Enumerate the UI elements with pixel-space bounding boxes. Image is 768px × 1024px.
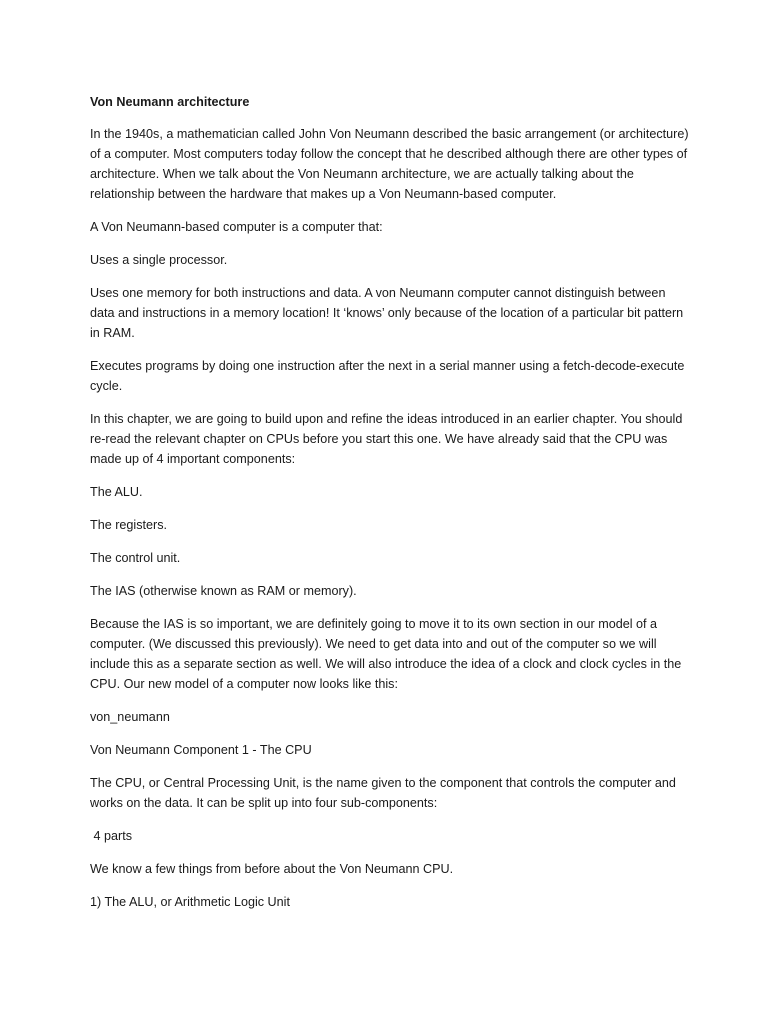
document-title: Von Neumann architecture	[90, 95, 250, 109]
paragraph-single-processor: Uses a single processor.	[90, 253, 228, 267]
image-placeholder-4-parts: 4 parts	[90, 829, 132, 843]
image-placeholder-von-neumann: von_neumann	[90, 710, 170, 724]
paragraph-cpu-known: We know a few things from before about the Von Neumann CPU.	[90, 862, 454, 876]
paragraph-fetch-decode-execute: Executes programs by doing one instruction after the next in a serial manner using a fetch-decode-execute cycle.	[90, 359, 685, 393]
paragraph-one-memory: Uses one memory for both instructions and data. A von Neumann computer cannot distinguish between data and instructions in a memory location! It ‘knows’ only because of the location of a particular bit pattern in RAM.	[90, 286, 684, 340]
paragraph-new-model: Because the IAS is so important, we are definitely going to move it to its own section in our model of a computer. (We discussed this previously). We need to get data into and out of the computer so we will include this as a separate section as well. We will also introduce the idea of a clock and clock cycles in the CPU. Our new model of a computer now looks like this:	[90, 617, 682, 691]
document-body	[90, 92, 690, 925]
paragraph-cpu-description: The CPU, or Central Processing Unit, is the name given to the component that controls the computer and works on the data. It can be split up into four sub-components:	[90, 776, 676, 810]
paragraph-ias: The IAS (otherwise known as RAM or memory).	[90, 584, 357, 598]
paragraph-control-unit: The control unit.	[90, 551, 181, 565]
paragraph-definition-lead: A Von Neumann-based computer is a computer that:	[90, 220, 383, 234]
paragraph-chapter-intro: In this chapter, we are going to build upon and refine the ideas introduced in an earlier chapter. You should re-read the relevant chapter on CPUs before you start this one. We have already said that the CPU was made up of 4 important components:	[90, 412, 683, 466]
paragraph-alu: The ALU.	[90, 485, 143, 499]
section-heading-cpu: Von Neumann Component 1 - The CPU	[90, 743, 312, 757]
paragraph-intro: In the 1940s, a mathematician called John Von Neumann described the basic arrangement (or architecture) of a computer. Most computers today follow the concept that he described although there are other types of architecture. When we talk about the Von Neumann architecture, we are actually talking about the relationship between the hardware that makes up a Von Neumann-based computer.	[90, 127, 689, 201]
paragraph-registers: The registers.	[90, 518, 167, 532]
list-item-alu: 1) The ALU, or Arithmetic Logic Unit	[90, 895, 290, 909]
